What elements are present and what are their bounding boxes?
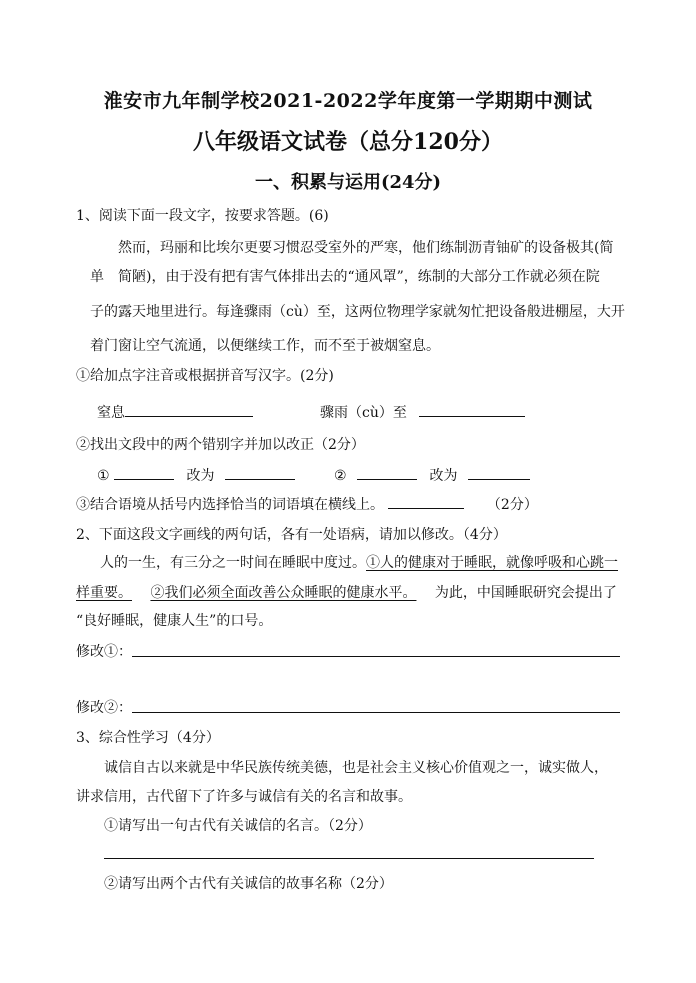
q1-sub1-item-a (97, 402, 253, 422)
q2-passage-line-1 (100, 552, 618, 572)
q1-sub1-prompt: ①给加点字注音或根据拼音写汉字。(2分) (76, 368, 334, 384)
answer-blank-a[interactable] (125, 402, 253, 417)
q1-sub1-item-b (320, 402, 525, 422)
section-title: 一、积累与运用(24分) (254, 172, 442, 193)
paper-title: 八年级语文试卷（总分120分） (193, 129, 503, 155)
q2-sentence-2-underlined: ②我们必须全面改善公众睡眠的健康水平。 (150, 585, 417, 601)
mark-b: ② (334, 468, 347, 484)
q1-passage-line-4: 着门窗让空气流通，以便继续工作，而不至于被烟窒息。 (90, 338, 440, 354)
item-b-label: 骤雨（cù）至 (320, 405, 407, 421)
q3-passage-line-2: 讲求信用，古代留下了许多与诚信有关的名言和故事。 (76, 789, 412, 805)
q1-stem: 1、阅读下面一段文字，按要求答题。(6) (76, 208, 329, 224)
answer-blank-b[interactable] (419, 402, 525, 417)
q1-sub2-correction-b (334, 465, 530, 485)
q1-sub2-prompt: ②找出文段中的两个错别字并加以改正（2分） (76, 437, 365, 453)
q1-passage-line-3: 子的露天地里进行。每逢骤雨（cù）至，这两位物理学家就匆忙把设备般进棚屋，大开 (90, 304, 625, 320)
q2-stem: 2、下面这段文字画线的两句话，各有一处语病，请加以修改。（4分） (76, 527, 507, 543)
q1-passage-line-2: 单 简陋)，由于没有把有害气体排出去的“通风罩”，练制的大部分工作就必须在院 (90, 269, 600, 285)
q3-sub1-answer-line[interactable] (104, 858, 594, 859)
wrong-char-blank-a[interactable] (114, 465, 174, 480)
word-choice-blank[interactable] (388, 494, 464, 509)
mark-a: ① (97, 468, 110, 484)
q1-sub3-line (76, 494, 538, 514)
q2-sentence-1-underlined: ①人的健康对于睡眠，就像呼吸和心跳一 (366, 555, 618, 571)
fix2-label: 修改②： (76, 700, 132, 716)
q1-passage-line-1: 然而，玛丽和比埃尔更要习惯忍受室外的严寒，他们练制沥青铀矿的设备极其(简 (118, 240, 614, 256)
change-to-a: 改为 (186, 468, 215, 484)
q1-sub3-score: （2分） (486, 497, 538, 513)
q2-passage-line-2 (76, 582, 617, 602)
q3-passage-line-1: 诚信自古以来就是中华民族传统美德，也是社会主义核心价值观之一，诚实做人， (104, 760, 608, 776)
q2-line1-plain: 人的一生，有三分之一时间在睡眠中度过。 (100, 555, 366, 571)
q2-passage-line-3: “良好睡眠，健康人生”的口号。 (76, 613, 273, 629)
school-exam-title: 淮安市九年制学校2021-2022学年度第一学期期中测试 (103, 90, 593, 112)
wrong-char-blank-b[interactable] (357, 465, 417, 480)
change-to-b: 改为 (429, 468, 458, 484)
fix1-label: 修改①： (76, 644, 132, 660)
q2-sentence-1-end-underlined: 样重要。 (76, 585, 132, 601)
correct-char-blank-b[interactable] (468, 465, 530, 480)
q3-sub2-prompt: ②请写出两个古代有关诚信的故事名称（2分） (104, 876, 393, 892)
q3-stem: 3、综合性学习（4分） (76, 730, 220, 746)
item-a-label: 窒息 (97, 405, 125, 421)
q1-sub3-prompt: ③结合语境从括号内选择恰当的词语填在横线上。 (76, 497, 384, 513)
q1-sub2-correction-a (97, 465, 295, 485)
q2-line2-plain: 为此，中国睡眠研究会提出了 (434, 585, 617, 601)
q3-sub1-prompt: ①请写出一句古代有关诚信的名言。（2分） (104, 818, 372, 834)
fix1-answer-line[interactable] (132, 656, 620, 657)
correct-char-blank-a[interactable] (225, 465, 295, 480)
fix2-answer-line[interactable] (132, 712, 620, 713)
